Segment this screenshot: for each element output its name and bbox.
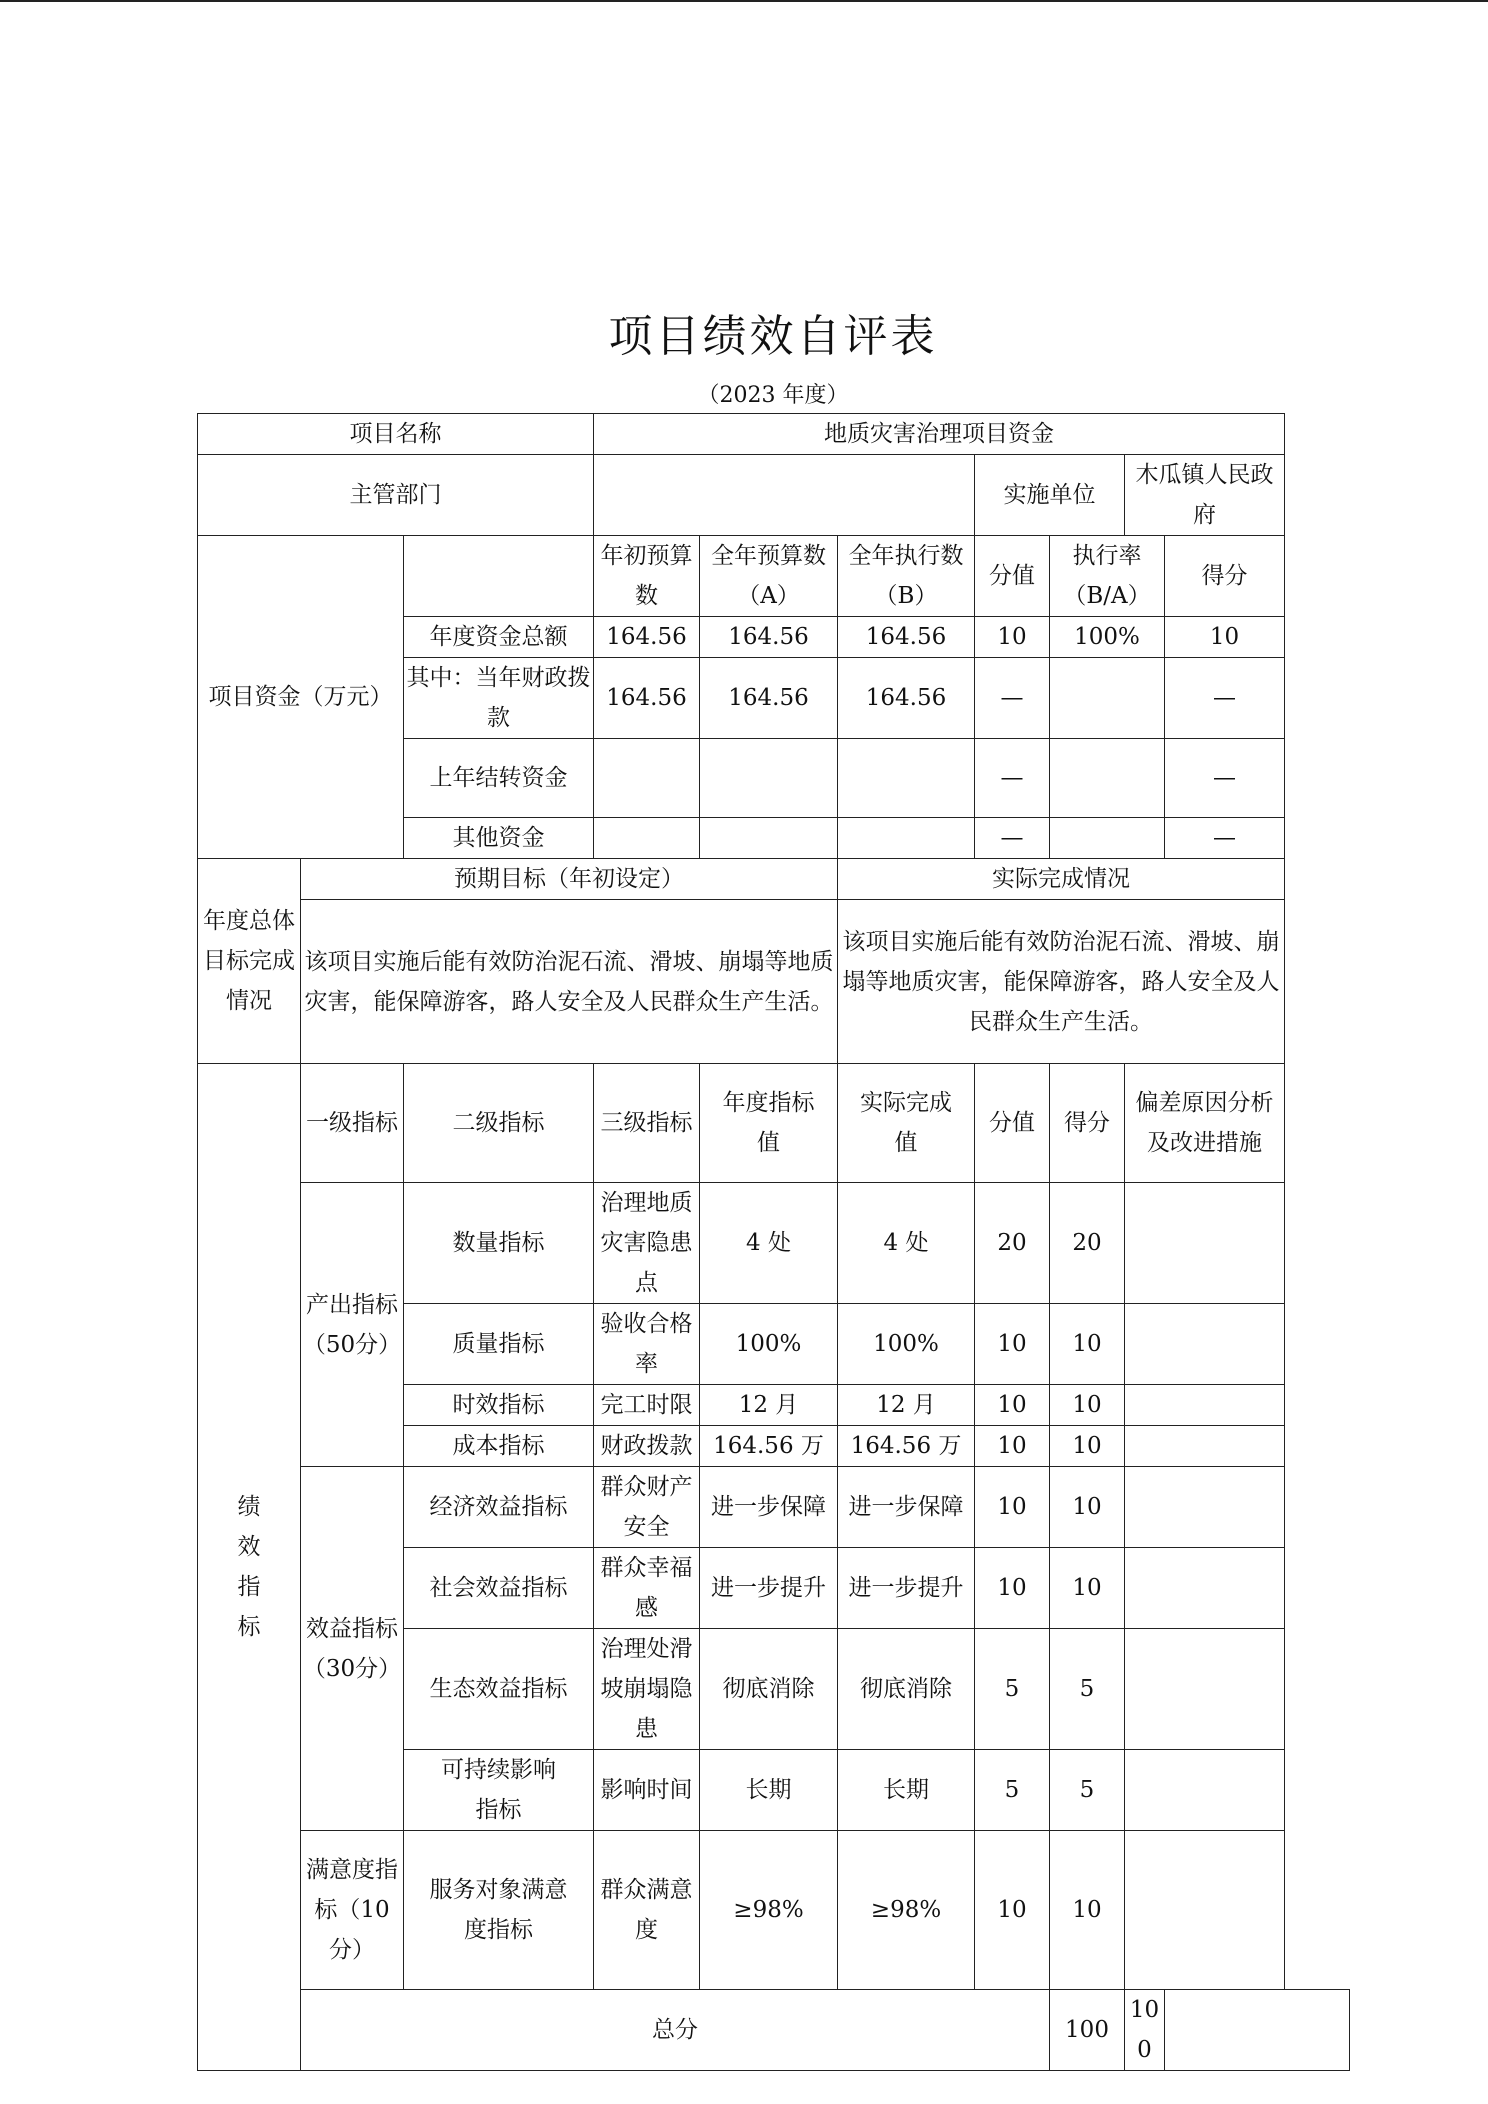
funds-row-executed: 164.56 xyxy=(838,658,975,739)
perf-l3: 群众满意度 xyxy=(594,1831,700,1990)
funds-row-executed xyxy=(838,739,975,818)
perf-score: 10 xyxy=(1050,1304,1125,1385)
funds-row-executed xyxy=(838,818,975,859)
funds-row-score: — xyxy=(1165,818,1285,859)
perf-header-deviation: 偏差原因分析及改进措施 xyxy=(1125,1064,1285,1183)
perf-score: 10 xyxy=(1050,1467,1125,1548)
perf-target: 4 处 xyxy=(700,1183,838,1304)
perf-target: 100% xyxy=(700,1304,838,1385)
perf-actual: 彻底消除 xyxy=(838,1629,975,1750)
perf-label xyxy=(198,1064,301,2071)
funds-row-annual xyxy=(700,818,838,859)
funds-row-rate: 100% xyxy=(1050,617,1165,658)
funds-row-rate xyxy=(1050,739,1165,818)
perf-deviation xyxy=(1125,1629,1285,1750)
perf-score: 5 xyxy=(1050,1629,1125,1750)
perf-l2: 生态效益指标 xyxy=(404,1629,594,1750)
funds-row-score: — xyxy=(1165,658,1285,739)
goal-expected-header: 预期目标（年初设定） xyxy=(301,859,838,900)
funds-row-annual: 164.56 xyxy=(700,617,838,658)
perf-target: 164.56 万 xyxy=(700,1426,838,1467)
funds-header-blank xyxy=(404,536,594,617)
perf-value: 5 xyxy=(975,1629,1050,1750)
perf-value: 10 xyxy=(975,1385,1050,1426)
perf-l2: 数量指标 xyxy=(404,1183,594,1304)
perf-l3: 完工时限 xyxy=(594,1385,700,1426)
perf-header-score: 得分 xyxy=(1050,1064,1125,1183)
perf-l2: 经济效益指标 xyxy=(404,1467,594,1548)
funds-row-executed: 164.56 xyxy=(838,617,975,658)
perf-score: 20 xyxy=(1050,1183,1125,1304)
perf-l2-text: 服务对象满意度指标 xyxy=(429,1877,568,1943)
perf-target: 长期 xyxy=(700,1750,838,1831)
perf-actual: 100% xyxy=(838,1304,975,1385)
perf-label-text: 绩效指标 xyxy=(237,1494,261,1640)
funds-row-rate xyxy=(1050,658,1165,739)
perf-value: 10 xyxy=(975,1304,1050,1385)
perf-group-output: 产出指标（50分） xyxy=(301,1183,404,1467)
perf-score: 5 xyxy=(1050,1750,1125,1831)
perf-header-level1: 一级指标 xyxy=(301,1064,404,1183)
funds-row-name: 其中：当年财政拨款 xyxy=(404,658,594,739)
perf-target: 彻底消除 xyxy=(700,1629,838,1750)
goal-actual-text: 该项目实施后能有效防治泥石流、滑坡、崩塌等地质灾害，能保障游客，路人安全及人民群众生产生活。 xyxy=(838,900,1285,1064)
goal-actual-header: 实际完成情况 xyxy=(838,859,1285,900)
funds-row-initial xyxy=(594,818,700,859)
perf-deviation xyxy=(1125,1831,1285,1990)
perf-header-level3: 三级指标 xyxy=(594,1064,700,1183)
self-evaluation-table xyxy=(197,413,1350,2071)
funds-header-rate: 执行率（B/A） xyxy=(1050,536,1165,617)
dept-label: 主管部门 xyxy=(198,455,594,536)
funds-row-value: — xyxy=(975,818,1050,859)
perf-actual: 进一步保障 xyxy=(838,1467,975,1548)
perf-header-actual xyxy=(838,1064,975,1183)
perf-deviation xyxy=(1125,1750,1285,1831)
funds-row-annual xyxy=(700,739,838,818)
funds-row-value: — xyxy=(975,658,1050,739)
year-subtitle: （2023 年度） xyxy=(697,383,849,408)
perf-actual: 4 处 xyxy=(838,1183,975,1304)
perf-l2 xyxy=(404,1750,594,1831)
total-deviation xyxy=(1165,1990,1350,2071)
project-name-value: 地质灾害治理项目资金 xyxy=(594,414,1285,455)
perf-actual: ≥98% xyxy=(838,1831,975,1990)
perf-l3: 群众幸福感 xyxy=(594,1548,700,1629)
perf-header-level2 xyxy=(404,1064,594,1183)
funds-row-initial: 164.56 xyxy=(594,617,700,658)
perf-value: 10 xyxy=(975,1426,1050,1467)
perf-l2: 时效指标 xyxy=(404,1385,594,1426)
perf-l2: 社会效益指标 xyxy=(404,1548,594,1629)
perf-target: ≥98% xyxy=(700,1831,838,1990)
perf-deviation xyxy=(1125,1426,1285,1467)
perf-l2-text: 可持续影响指标 xyxy=(441,1757,556,1823)
page-top-border xyxy=(0,0,1488,2)
perf-l3: 影响时间 xyxy=(594,1750,700,1831)
funds-header-score: 得分 xyxy=(1165,536,1285,617)
total-label: 总分 xyxy=(301,1990,1050,2071)
perf-deviation xyxy=(1125,1385,1285,1426)
perf-value: 10 xyxy=(975,1548,1050,1629)
perf-value: 5 xyxy=(975,1750,1050,1831)
perf-l3: 验收合格率 xyxy=(594,1304,700,1385)
perf-header-value: 分值 xyxy=(975,1064,1050,1183)
funds-header-score-value: 分值 xyxy=(975,536,1050,617)
perf-deviation xyxy=(1125,1183,1285,1304)
perf-group-satisfaction: 满意度指标（10分） xyxy=(301,1831,404,1990)
perf-actual: 长期 xyxy=(838,1750,975,1831)
funds-header-annual: 全年预算数（A） xyxy=(700,536,838,617)
perf-actual: 进一步提升 xyxy=(838,1548,975,1629)
funds-label: 项目资金（万元） xyxy=(198,536,404,859)
perf-score: 10 xyxy=(1050,1385,1125,1426)
funds-row-initial: 164.56 xyxy=(594,658,700,739)
project-name-label: 项目名称 xyxy=(198,414,594,455)
perf-l3: 治理处滑坡崩塌隐患 xyxy=(594,1629,700,1750)
goal-label: 年度总体目标完成情况 xyxy=(198,859,301,1064)
funds-row-rate xyxy=(1050,818,1165,859)
perf-score: 10 xyxy=(1050,1548,1125,1629)
perf-deviation xyxy=(1125,1548,1285,1629)
funds-row-score: 10 xyxy=(1165,617,1285,658)
page-title: 项目绩效自评表 xyxy=(608,311,938,362)
perf-group-benefit: 效益指标（30分） xyxy=(301,1467,404,1831)
funds-row-value: — xyxy=(975,739,1050,818)
perf-l3: 群众财产安全 xyxy=(594,1467,700,1548)
perf-l2: 质量指标 xyxy=(404,1304,594,1385)
funds-row-initial xyxy=(594,739,700,818)
perf-score: 10 xyxy=(1050,1426,1125,1467)
perf-target: 进一步提升 xyxy=(700,1548,838,1629)
impl-unit-value: 木瓜镇人民政府 xyxy=(1125,455,1285,536)
perf-score: 10 xyxy=(1050,1831,1125,1990)
funds-row-name: 其他资金 xyxy=(404,818,594,859)
funds-row-name: 年度资金总额 xyxy=(404,617,594,658)
perf-deviation xyxy=(1125,1304,1285,1385)
perf-value: 10 xyxy=(975,1467,1050,1548)
perf-value: 20 xyxy=(975,1183,1050,1304)
funds-row-value: 10 xyxy=(975,617,1050,658)
perf-value: 10 xyxy=(975,1831,1050,1990)
perf-l3: 财政拨款 xyxy=(594,1426,700,1467)
perf-target: 12 月 xyxy=(700,1385,838,1426)
perf-deviation xyxy=(1125,1467,1285,1548)
perf-actual: 12 月 xyxy=(838,1385,975,1426)
dept-value xyxy=(594,455,975,536)
funds-header-executed: 全年执行数（B） xyxy=(838,536,975,617)
perf-header-actual-text: 实际完成值 xyxy=(860,1090,952,1156)
perf-header-target xyxy=(700,1064,838,1183)
total-value: 100 xyxy=(1050,1990,1125,2071)
funds-header-initial: 年初预算数 xyxy=(594,536,700,617)
goal-expected-text: 该项目实施后能有效防治泥石流、滑坡、崩塌等地质灾害，能保障游客，路人安全及人民群众生产生活。 xyxy=(301,900,838,1064)
perf-header-level2-text: 二级指标 xyxy=(452,1110,545,1136)
perf-actual: 164.56 万 xyxy=(838,1426,975,1467)
funds-row-score: — xyxy=(1165,739,1285,818)
perf-target: 进一步保障 xyxy=(700,1467,838,1548)
perf-l2: 成本指标 xyxy=(404,1426,594,1467)
perf-header-target-text: 年度指标值 xyxy=(722,1090,815,1156)
perf-l2 xyxy=(404,1831,594,1990)
total-score: 100 xyxy=(1125,1990,1165,2071)
impl-unit-label: 实施单位 xyxy=(975,455,1125,536)
perf-l3: 治理地质灾害隐患点 xyxy=(594,1183,700,1304)
funds-row-name: 上年结转资金 xyxy=(404,739,594,818)
funds-row-annual: 164.56 xyxy=(700,658,838,739)
